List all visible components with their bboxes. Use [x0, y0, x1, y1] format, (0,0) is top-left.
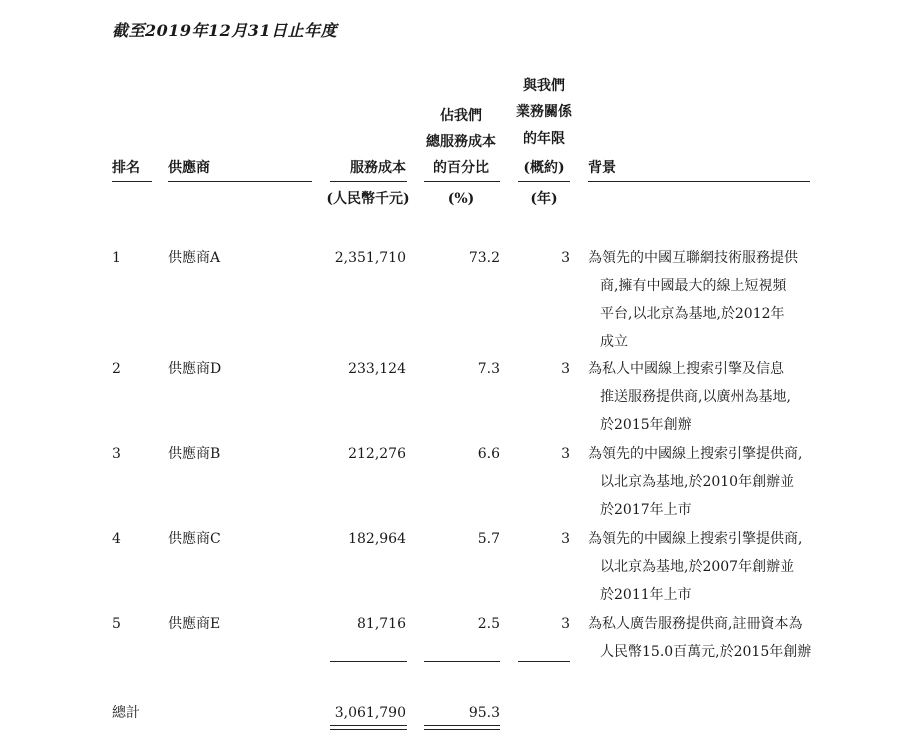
header-pct-line1: 佔我們 [440, 108, 482, 124]
row3-rank: 3 [112, 446, 121, 462]
row3-cost: 212,276 [348, 446, 406, 462]
row4-background-line1: 為領先的中國線上搜索引擎提供商, [588, 531, 803, 547]
row1-background-line2: 商,擁有中國最大的線上短視頻 [600, 278, 787, 294]
total-cost: 3,061,790 [334, 705, 406, 721]
row2-years: 3 [561, 361, 570, 377]
header-years-line1: 與我們 [523, 78, 565, 94]
subtotal-rule-pct [424, 661, 500, 662]
header-years-line4: (概約) [523, 160, 565, 176]
row3-background [588, 440, 810, 524]
row5-supplier: 供應商E [168, 616, 221, 632]
header-years-line3: 的年限 [523, 131, 565, 147]
row5-cost: 81,716 [357, 616, 406, 632]
header-rule-rank [112, 181, 152, 182]
row1-background-line4: 成立 [600, 334, 628, 350]
table-title: 截至2019年12月31日止年度 [112, 21, 338, 40]
row2-background-line2: 推送服務提供商,以廣州為基地, [600, 389, 791, 405]
row5-pct: 2.5 [477, 616, 500, 632]
row4-pct: 5.7 [477, 531, 500, 547]
row2-rank: 2 [112, 361, 121, 377]
header-pct-line3: 的百分比 [433, 160, 489, 176]
row4-background-line2: 以北京為基地,於2007年創辦並 [600, 559, 795, 575]
row5-background [588, 610, 810, 666]
row2-background-line3: 於2015年創辦 [600, 417, 692, 433]
total-double-rule-pct [424, 725, 500, 730]
header-cost: 服務成本 [350, 160, 406, 176]
subtotal-rule-cost [330, 661, 407, 662]
subtotal-rule-years [518, 661, 570, 662]
row3-pct: 6.6 [477, 446, 500, 462]
row4-supplier: 供應商C [168, 531, 221, 547]
row1-cost: 2,351,710 [334, 250, 406, 266]
row4-background-line3: 於2011年上市 [600, 587, 692, 603]
row4-background [588, 525, 810, 609]
row3-background-line1: 為領先的中國線上搜索引擎提供商, [588, 446, 803, 462]
row2-pct: 7.3 [477, 361, 500, 377]
row1-years: 3 [561, 250, 570, 266]
row3-background-line3: 於2017年上市 [600, 502, 692, 518]
total-pct: 95.3 [468, 705, 500, 721]
row1-pct: 73.2 [468, 250, 500, 266]
header-years-unit: (年) [530, 191, 558, 207]
row3-years: 3 [561, 446, 570, 462]
row1-background-line1: 為領先的中國互聯網技術服務提供 [588, 250, 798, 266]
row5-background-line1: 為私人廣告服務提供商,註冊資本為 [588, 616, 803, 632]
header-cost-unit: (人民幣千元) [326, 191, 410, 207]
row5-rank: 5 [112, 616, 121, 632]
row2-background [588, 355, 810, 439]
row5-background-line2: 人民幣15.0百萬元,於2015年創辦 [600, 644, 812, 660]
row2-background-line1: 為私人中國線上搜索引擎及信息 [588, 361, 784, 377]
row4-years: 3 [561, 531, 570, 547]
row1-background [588, 244, 810, 356]
header-pct-unit: (%) [447, 191, 475, 207]
header-rule-pct [424, 181, 500, 182]
row2-supplier: 供應商D [168, 361, 222, 377]
header-rule-cost [330, 181, 407, 182]
row3-supplier: 供應商B [168, 446, 221, 462]
header-rule-background [588, 181, 810, 182]
header-background: 背景 [588, 160, 616, 176]
total-double-rule-cost [330, 725, 407, 730]
row3-background-line2: 以北京為基地,於2010年創辦並 [600, 474, 795, 490]
row1-rank: 1 [112, 250, 121, 266]
header-rule-years [518, 181, 570, 182]
header-pct-line2: 總服務成本 [426, 134, 496, 150]
row5-years: 3 [561, 616, 570, 632]
header-rule-supplier [168, 181, 312, 182]
row4-rank: 4 [112, 531, 121, 547]
row1-supplier: 供應商A [168, 250, 221, 266]
header-rank: 排名 [112, 160, 140, 176]
row4-cost: 182,964 [348, 531, 406, 547]
row2-cost: 233,124 [348, 361, 406, 377]
header-years-line2: 業務關係 [516, 104, 572, 120]
total-label: 總計 [112, 705, 140, 721]
row1-background-line3: 平台,以北京為基地,於2012年 [600, 306, 785, 322]
header-supplier: 供應商 [168, 160, 210, 176]
